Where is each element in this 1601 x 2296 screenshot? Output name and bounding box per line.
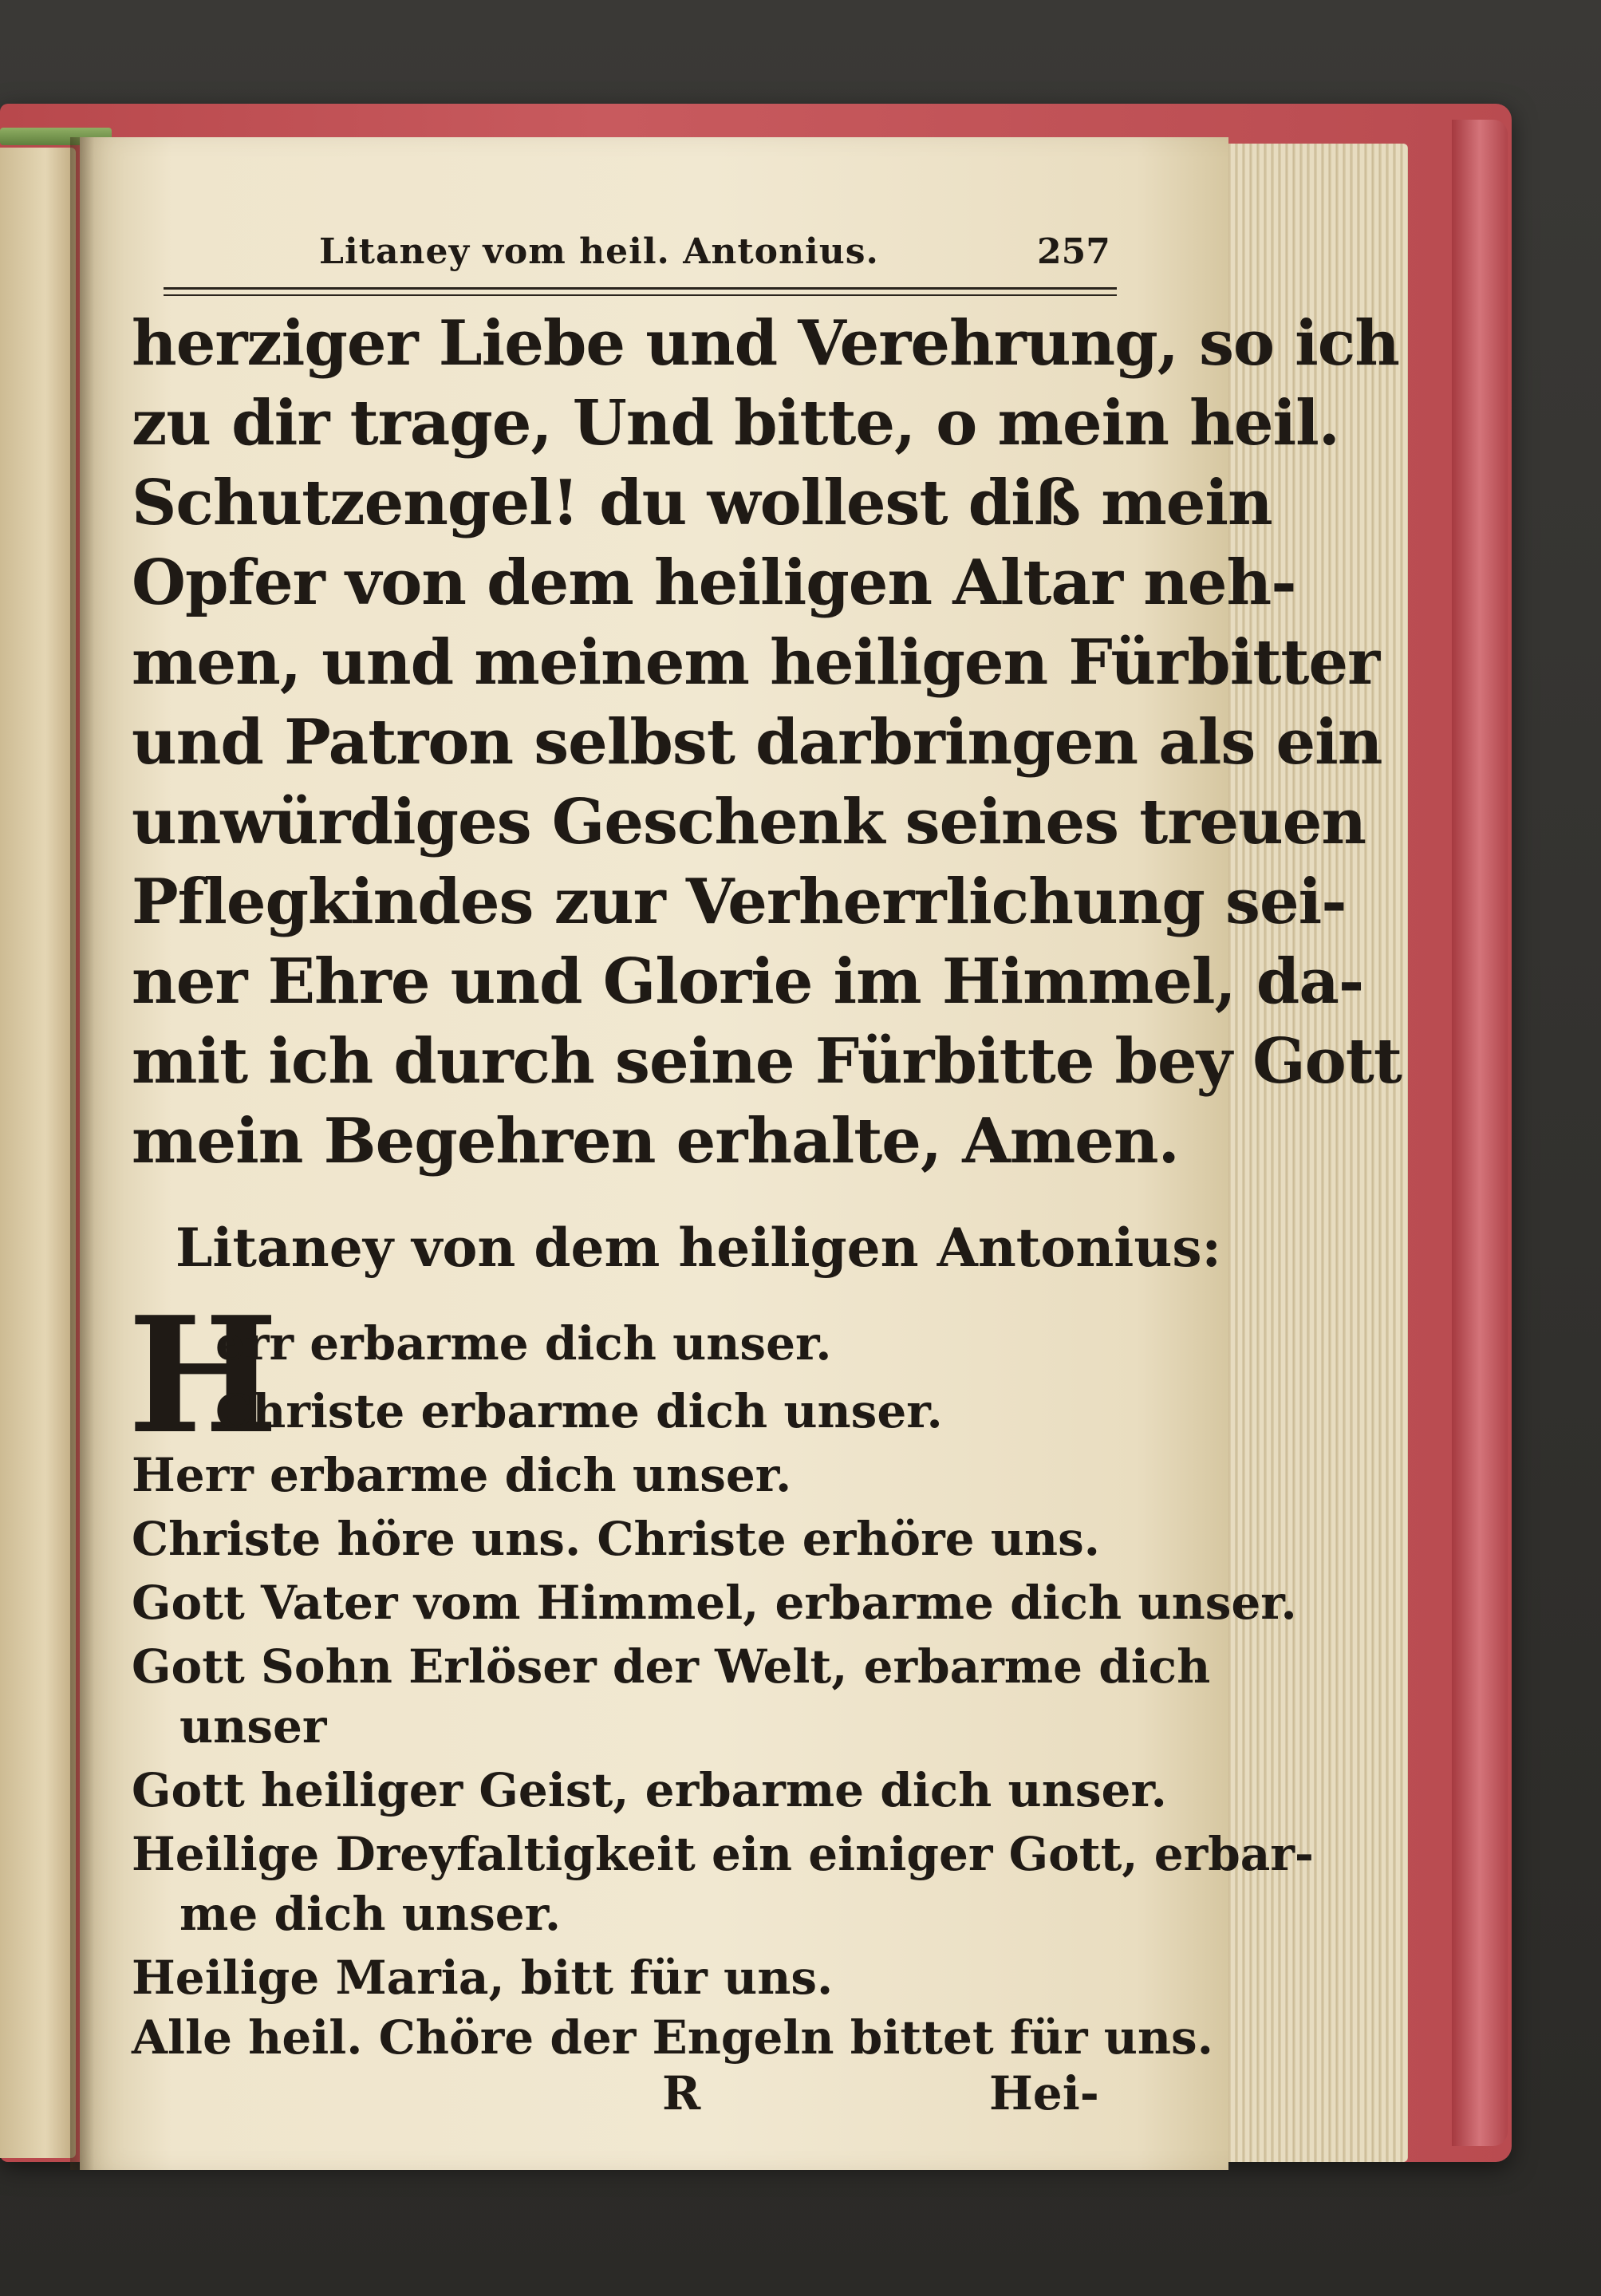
litany-line: Christe erbarme dich unser. bbox=[215, 1384, 943, 1438]
signature-mark: R bbox=[662, 2066, 701, 2120]
prose-line: men, und meinem heiligen Fürbitter bbox=[132, 626, 1380, 699]
litany-line: Christe höre uns. Christe erhöre uns. bbox=[132, 1512, 1100, 1566]
drop-cap: H bbox=[128, 1282, 278, 1470]
prose-line: unwürdiges Geschenk seines treuen bbox=[132, 786, 1366, 858]
litany-line: me dich unser. bbox=[179, 1887, 562, 1941]
prose-line: mit ich durch seine Fürbitte bey Gott bbox=[132, 1025, 1402, 1098]
litany-line: err erbarme dich unser. bbox=[215, 1316, 832, 1371]
prose-line: Opfer von dem heiligen Altar neh- bbox=[132, 546, 1296, 619]
litany-line: Heilige Dreyfaltigkeit ein einiger Gott, erbar- bbox=[132, 1827, 1315, 1881]
litany-line: Herr erbarme dich unser. bbox=[132, 1448, 792, 1502]
prose-line: mein Begehren erhalte, Amen. bbox=[132, 1105, 1179, 1178]
litany-line: Alle heil. Chöre der Engeln bittet für uns. bbox=[132, 2010, 1213, 2065]
prose-line: und Patron selbst darbringen als ein bbox=[132, 706, 1382, 779]
litany-line: Heilige Maria, bitt für uns. bbox=[132, 1951, 834, 2005]
prose-line: ner Ehre und Glorie im Himmel, da- bbox=[132, 945, 1364, 1018]
litany-line: Gott heiliger Geist, erbarme dich unser. bbox=[132, 1763, 1167, 1817]
catchword: Hei- bbox=[989, 2066, 1099, 2120]
header-rule bbox=[164, 287, 1117, 296]
prose-line: zu dir trage, Und bitte, o mein heil. bbox=[132, 387, 1339, 460]
page-number: 257 bbox=[1037, 231, 1110, 272]
litany-line: Gott Vater vom Himmel, erbarme dich unser. bbox=[132, 1576, 1297, 1630]
prose-line: herziger Liebe und Verehrung, so ich bbox=[132, 307, 1400, 380]
prose-line: Pflegkindes zur Verherrlichung sei- bbox=[132, 866, 1347, 938]
prose-line: Schutzengel! du wollest diß mein bbox=[132, 467, 1272, 539]
litany-line: Gott Sohn Erlöser der Welt, erbarme dich bbox=[132, 1639, 1211, 1694]
litany-line: unser bbox=[179, 1699, 327, 1754]
litany-title: Litaney von dem heiligen Antonius: bbox=[175, 1217, 1221, 1279]
running-head: Litaney vom heil. Antonius. bbox=[319, 231, 879, 272]
